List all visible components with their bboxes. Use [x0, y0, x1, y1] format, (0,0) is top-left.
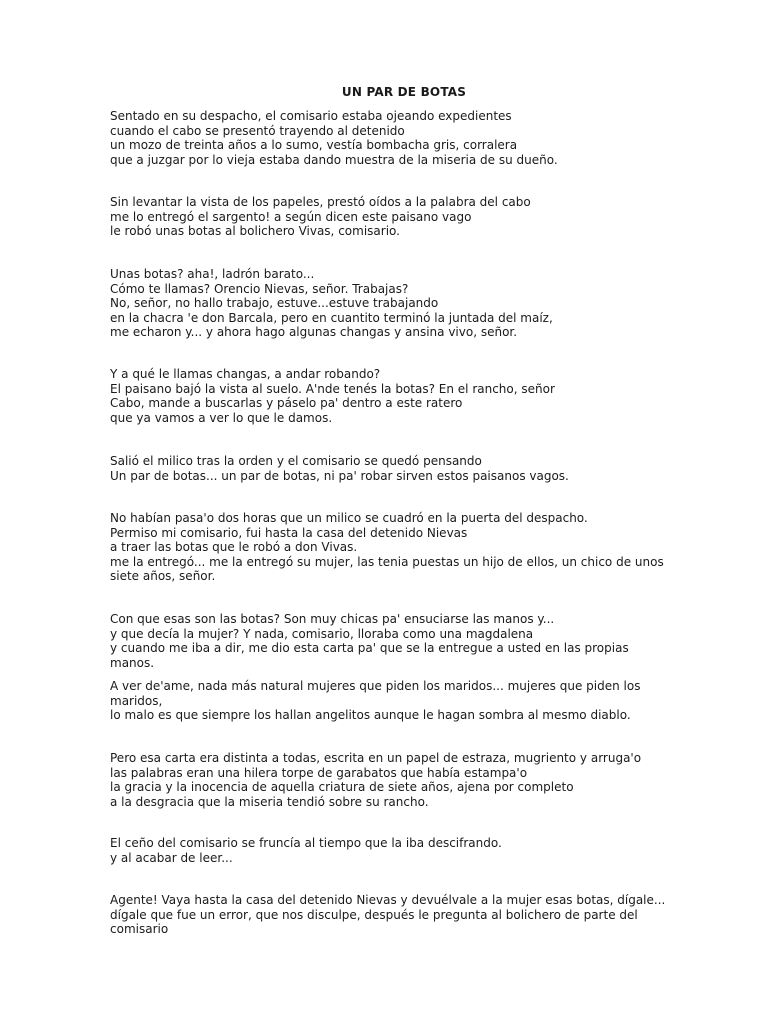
- paragraph-line: me lo entregó el sargento! a según dicen este paisano vago: [110, 209, 472, 224]
- paragraph-9: [110, 751, 658, 809]
- paragraph-1: [110, 109, 658, 167]
- paragraph-line: Unas botas? aha!, ladrón barato...: [110, 267, 315, 281]
- paragraph-line: Con que esas son las botas? Son muy chicas pa' ensuciarse las manos y...: [110, 612, 555, 626]
- paragraph-line: y al acabar de leer...: [110, 850, 233, 865]
- paragraph-line: Sin levantar la vista de los papeles, prestó oídos a la palabra del cabo: [110, 195, 531, 209]
- paragraph-10: [110, 836, 658, 865]
- paragraph-line: No, señor, no hallo trabajo, estuve...estuve trabajando: [110, 296, 439, 311]
- document-title: UN PAR DE BOTAS: [341, 85, 467, 99]
- paragraph-3: [110, 267, 658, 340]
- paragraph-line: Cómo te llamas? Orencio Nievas, señor. Trabajas?: [110, 281, 409, 296]
- paragraph-line: a traer las botas que le robó a don Vivas.: [110, 540, 358, 555]
- paragraph-line: a la desgracia que la miseria tendió sobre su rancho.: [110, 794, 429, 809]
- paragraph-line: cuando el cabo se presentó trayendo al detenido: [110, 123, 405, 138]
- paragraph-5: [110, 454, 658, 483]
- paragraph-line: comisario: [110, 922, 169, 937]
- paragraph-line: que a juzgar por lo vieja estaba dando muestra de la miseria de su dueño.: [110, 152, 558, 167]
- paragraph-8: [110, 679, 658, 723]
- paragraph-line: Y a qué le llamas changas, a andar robando?: [110, 367, 381, 381]
- paragraph-line: El ceño del comisario se fruncía al tiempo que la iba descifrando.: [110, 836, 502, 850]
- paragraph-7: [110, 612, 658, 670]
- paragraph-6: [110, 511, 664, 584]
- paragraph-11: [110, 893, 666, 937]
- paragraph-line: le robó unas botas al bolichero Vivas, comisario.: [110, 224, 400, 239]
- paragraph-line: siete años, señor.: [110, 569, 216, 584]
- paragraph-line: Agente! Vaya hasta la casa del detenido Nievas y devuélvale a la mujer esas botas, dígale...: [110, 893, 666, 907]
- paragraph-4: [110, 367, 658, 425]
- paragraph-line: El paisano bajó la vista al suelo. A'nde tenés la botas? En el rancho, señor: [110, 381, 555, 396]
- paragraph-line: Cabo, mande a buscarlas y páselo pa' dentro a este ratero: [110, 396, 463, 411]
- paragraph-line: Sentado en su despacho, el comisario estaba ojeando expedientes: [110, 109, 512, 123]
- paragraph-line: la gracia y la inocencia de aquella criatura de siete años, ajena por completo: [110, 780, 574, 795]
- paragraph-line: manos.: [110, 655, 155, 670]
- paragraph-line: un mozo de treinta años a lo sumo, vestía bombacha gris, corralera: [110, 138, 518, 153]
- paragraph-line: lo malo es que siempre los hallan angelitos aunque le hagan sombra al mesmo diablo.: [110, 708, 631, 723]
- paragraph-line: Salió el milico tras la orden y el comisario se quedó pensando: [110, 454, 482, 468]
- paragraph-line: A ver de'ame, nada más natural mujeres que piden los maridos... mujeres que piden los: [110, 679, 641, 693]
- paragraph-line: me echaron y... y ahora hago algunas changas y ansina vivo, señor.: [110, 325, 518, 340]
- paragraph-line: que ya vamos a ver lo que le damos.: [110, 410, 333, 425]
- paragraph-line: y cuando me iba a dir, me dio esta carta pa' que se la entregue a usted en las propias: [110, 641, 629, 656]
- paragraph-line: me la entregó... me la entregó su mujer, las tenia puestas un hijo de ellos, un chico de unos: [110, 554, 664, 569]
- paragraph-line: Un par de botas... un par de botas, ni pa' robar sirven estos paisanos vagos.: [110, 468, 569, 483]
- paragraph-line: en la chacra 'e don Barcala, pero en cuantito terminó la juntada del maíz,: [110, 310, 553, 325]
- paragraph-line: maridos,: [110, 693, 163, 708]
- paragraph-line: y que decía la mujer? Y nada, comisario, lloraba como una magdalena: [110, 626, 534, 641]
- paragraph-2: [110, 195, 658, 239]
- paragraph-line: las palabras eran una hilera torpe de garabatos que había estampa'o: [110, 765, 528, 780]
- paragraph-line: Permiso mi comisario, fui hasta la casa del detenido Nievas: [110, 525, 468, 540]
- paragraph-line: No habían pasa'o dos horas que un milico se cuadró en la puerta del despacho.: [110, 511, 588, 525]
- paragraph-line: Pero esa carta era distinta a todas, escrita en un papel de estraza, mugriento y arruga'o: [110, 751, 642, 765]
- paragraph-line: dígale que fue un error, que nos disculpe, después le pregunta al bolichero de parte del: [110, 907, 638, 922]
